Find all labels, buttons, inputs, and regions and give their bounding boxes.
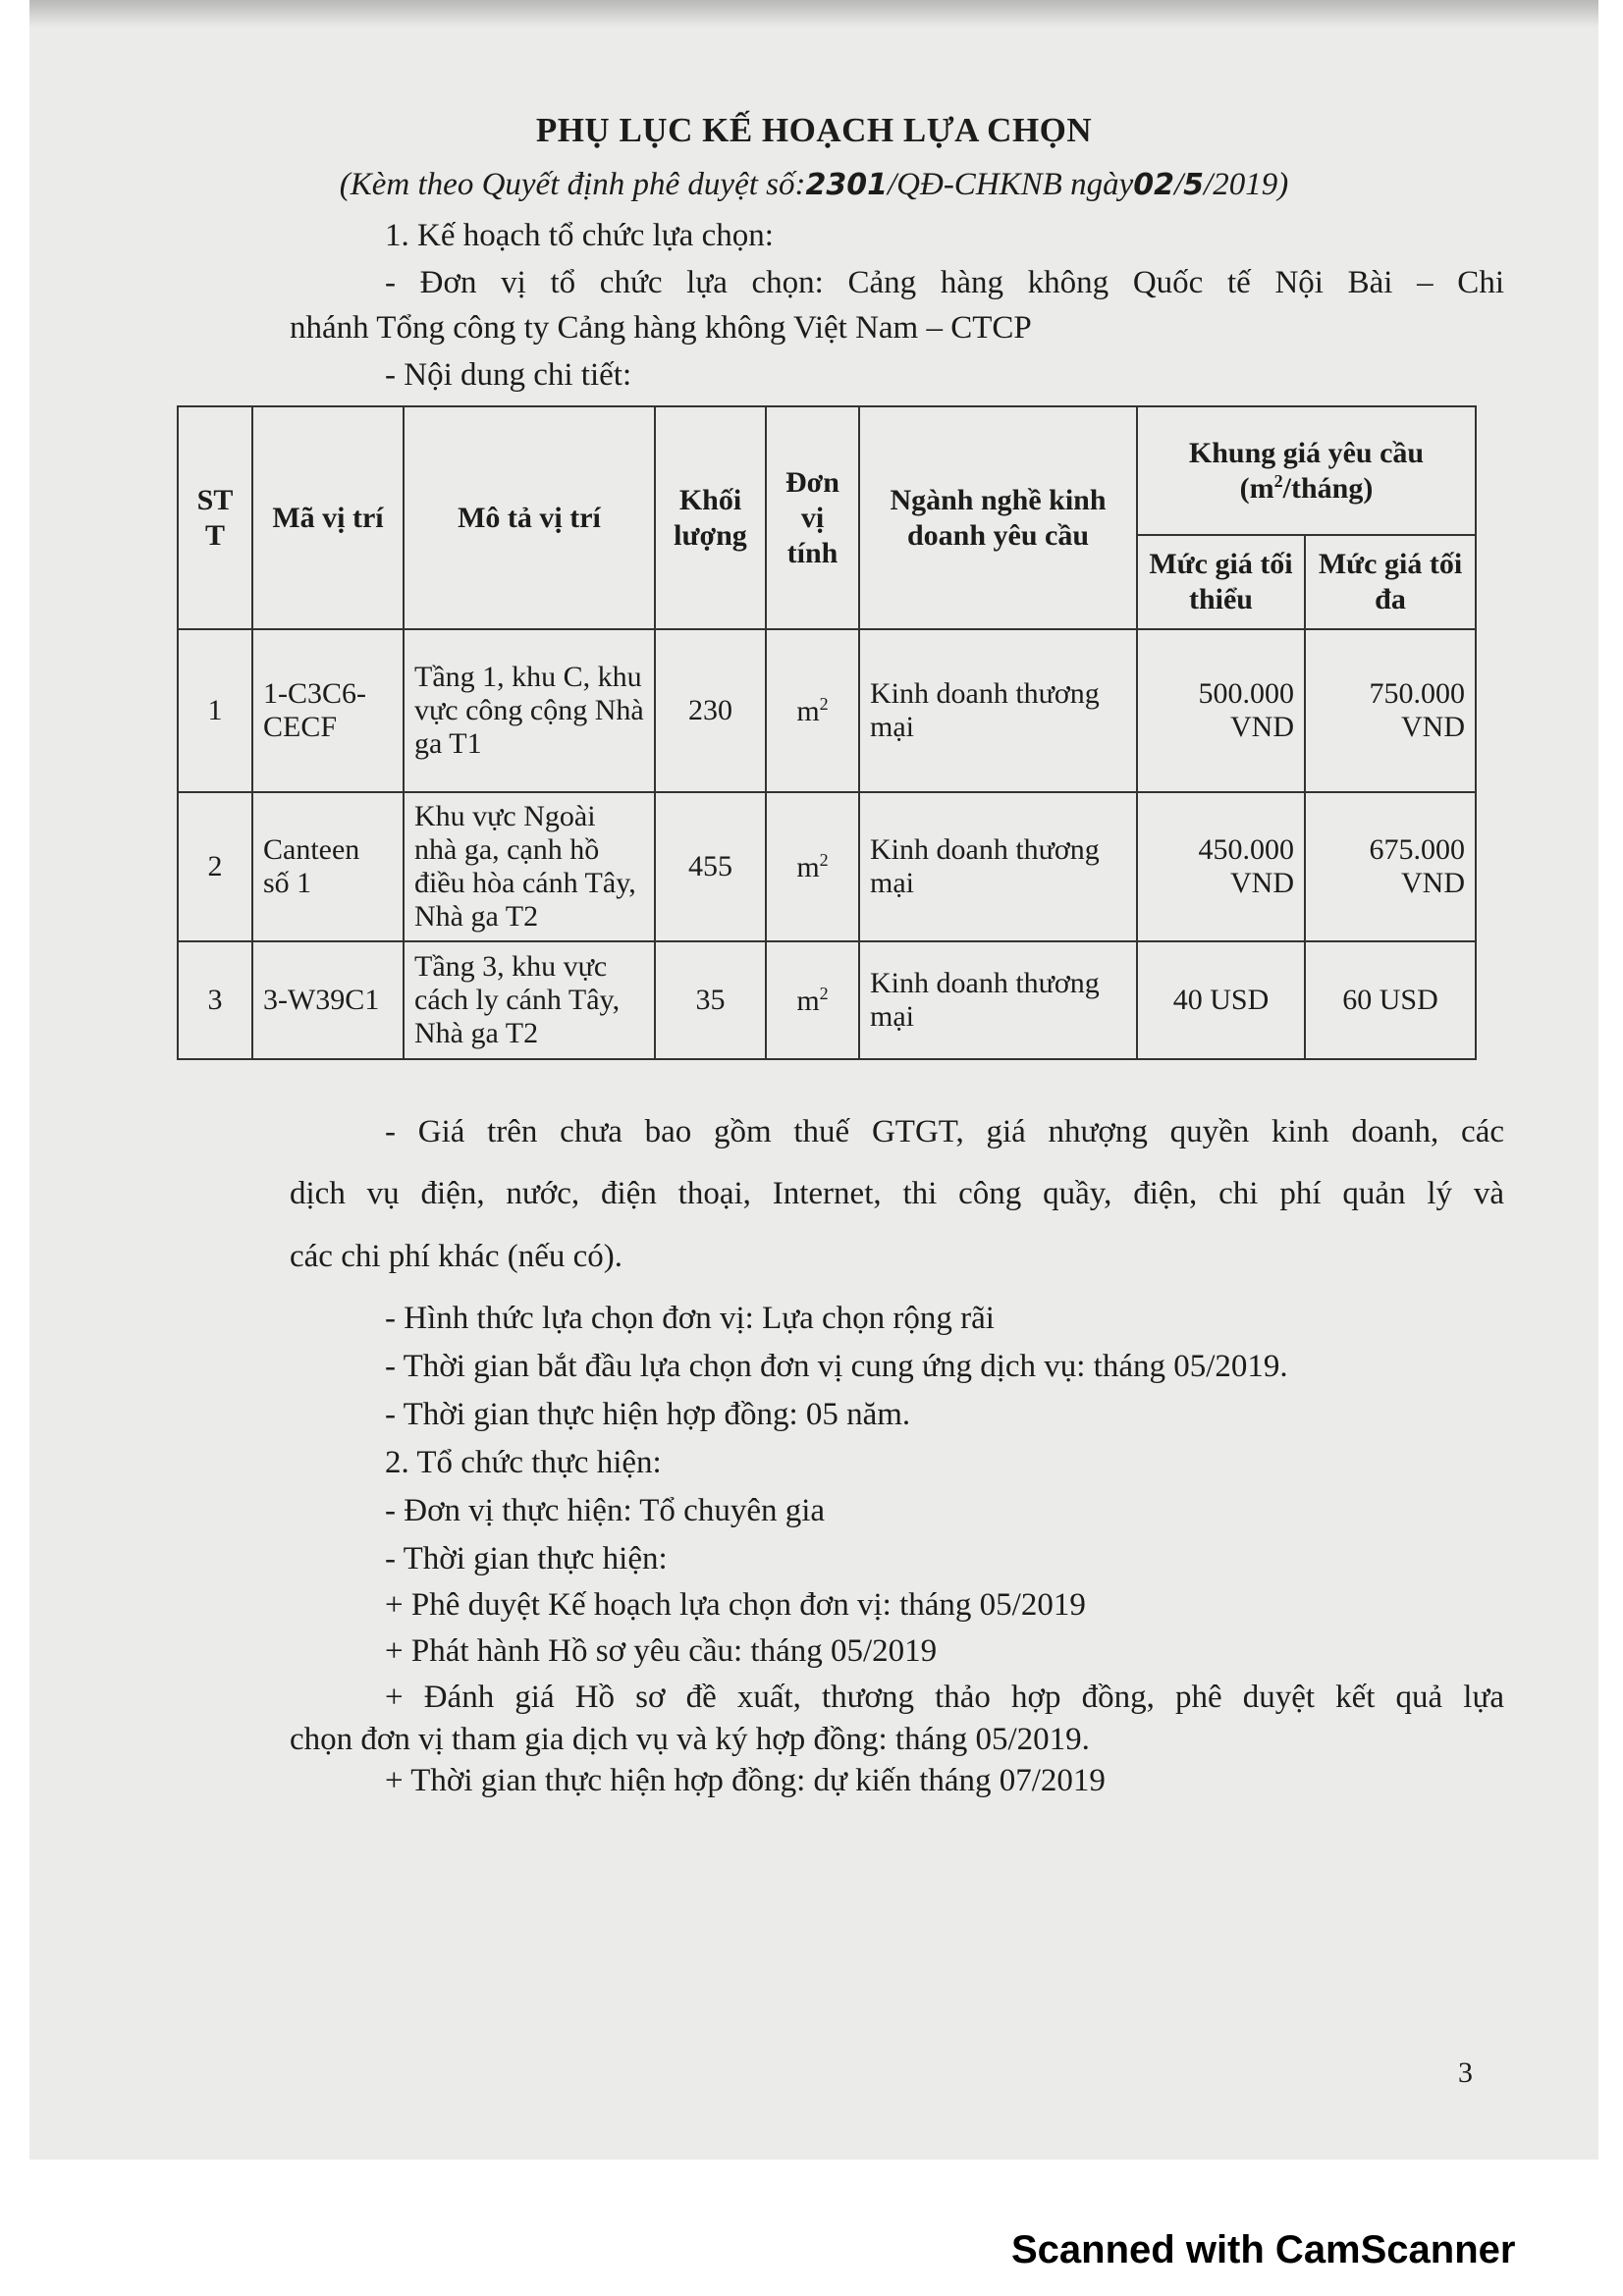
col-business: Ngành nghề kinh doanh yêu cầu [859,406,1137,629]
table-row [178,792,1476,941]
scanned-page [29,0,1598,2160]
cell-unit [766,941,859,1059]
evaluation-line-1: + Đánh giá Hồ sơ đề xuất, thương thảo hợp đồng, phê duyệt kết quả lựa [385,1680,1504,1715]
subtitle-mid: /QĐ-CHKNB ngày [887,167,1134,202]
cell-stt: 2 [178,792,252,941]
selection-form: - Hình thức lựa chọn đơn vị: Lựa chọn rộng rãi [385,1301,995,1336]
col-price-group [1137,406,1476,535]
cell-desc: Tầng 3, khu vực cách ly cánh Tây, Nhà ga T2 [404,941,655,1059]
col-stt: ST T [178,406,252,629]
decision-month: 5 [1183,168,1205,202]
col-desc: Mô tả vị trí [404,406,655,629]
cell-max-price: 60 USD [1305,941,1476,1059]
organizer-line-1: - Đơn vị tổ chức lựa chọn: Cảng hàng không Quốc tế Nội Bài – Chi [385,265,1504,300]
time-heading: - Thời gian thực hiện: [385,1541,668,1576]
scan-shadow [29,0,1598,27]
section2-heading: 2. Tổ chức thực hiện: [385,1445,662,1480]
evaluation-line-2: chọn đơn vị tham gia dịch vụ và ký hợp đồng: tháng 05/2019. [290,1722,1090,1757]
price-group-unit-post: /tháng) [1282,471,1374,505]
subtitle-prefix: (Kèm theo Quyết định phê duyệt số: [339,167,806,202]
selection-start: - Thời gian bắt đầu lựa chọn đơn vị cung ứng dịch vụ: tháng 05/2019. [385,1349,1288,1384]
price-group-unit-pre: (m [1239,471,1274,505]
cell-unit [766,629,859,792]
cell-desc: Tầng 1, khu C, khu vực công cộng Nhà ga T1 [404,629,655,792]
price-group-label: Khung giá yêu cầu [1188,436,1425,469]
unit-sup: 2 [819,693,829,714]
section1-heading: 1. Kế hoạch tổ chức lựa chọn: [385,218,774,253]
table-row [178,629,1476,792]
page-number: 3 [1458,2056,1473,2089]
price-note-line-3: các chi phí khác (nếu có). [290,1239,622,1274]
unit-base: m [796,694,820,727]
price-note-line-1: - Giá trên chưa bao gồm thuế GTGT, giá nhượng quyền kinh doanh, các [385,1114,1504,1149]
cell-code: Canteen số 1 [252,792,404,941]
cell-business: Kinh doanh thương mại [859,792,1137,941]
location-table [177,405,1477,1060]
cell-code: 1-C3C6-CECF [252,629,404,792]
col-unit: Đơn vị tính [766,406,859,629]
unit-base: m [796,984,820,1017]
table-row [178,941,1476,1059]
price-note-line-2: dịch vụ điện, nước, điện thoại, Internet, thi công quầy, điện, chi phí quản lý và [290,1176,1504,1211]
organizer-line-2: nhánh Tổng công ty Cảng hàng không Việt Nam – CTCP [290,310,1032,346]
cell-stt: 3 [178,941,252,1059]
col-max-price: Mức giá tối đa [1305,535,1476,629]
col-code: Mã vị trí [252,406,404,629]
contract-duration: - Thời gian thực hiện hợp đồng: 05 năm. [385,1397,911,1432]
executing-unit: - Đơn vị thực hiện: Tổ chuyên gia [385,1493,826,1528]
contract-time: + Thời gian thực hiện hợp đồng: dự kiến tháng 07/2019 [385,1763,1106,1798]
approve-plan: + Phê duyệt Kế hoạch lựa chọn đơn vị: tháng 05/2019 [385,1587,1086,1623]
cell-volume: 455 [655,792,766,941]
decision-number: 2301 [805,168,888,202]
camscanner-watermark: Scanned with CamScanner [1011,2228,1516,2271]
date-separator: / [1173,167,1184,202]
cell-desc: Khu vực Ngoài nhà ga, cạnh hồ điều hòa cánh Tây, Nhà ga T2 [404,792,655,941]
document-subtitle [29,167,1598,203]
header-row [178,406,1476,535]
cell-code: 3-W39C1 [252,941,404,1059]
cell-volume: 35 [655,941,766,1059]
cell-stt: 1 [178,629,252,792]
decision-day: 02 [1133,168,1174,202]
unit-sup: 2 [819,849,829,870]
col-volume: Khối lượng [655,406,766,629]
cell-max-price: 675.000 VND [1305,792,1476,941]
unit-sup: 2 [819,983,829,1003]
cell-business: Kinh doanh thương mại [859,941,1137,1059]
cell-unit [766,792,859,941]
document-title: PHỤ LỤC KẾ HOẠCH LỰA CHỌN [535,111,1093,149]
price-group-unit-sup: 2 [1273,470,1283,491]
unit-base: m [796,850,820,883]
cell-min-price: 40 USD [1137,941,1305,1059]
cell-max-price: 750.000 VND [1305,629,1476,792]
cell-business: Kinh doanh thương mại [859,629,1137,792]
cell-min-price: 500.000 VND [1137,629,1305,792]
subtitle-suffix: /2019) [1204,167,1289,202]
col-min-price: Mức giá tối thiểu [1137,535,1305,629]
detail-heading: - Nội dung chi tiết: [385,357,632,393]
cell-volume: 230 [655,629,766,792]
issue-documents: + Phát hành Hồ sơ yêu cầu: tháng 05/2019 [385,1633,938,1669]
cell-min-price: 450.000 VND [1137,792,1305,941]
